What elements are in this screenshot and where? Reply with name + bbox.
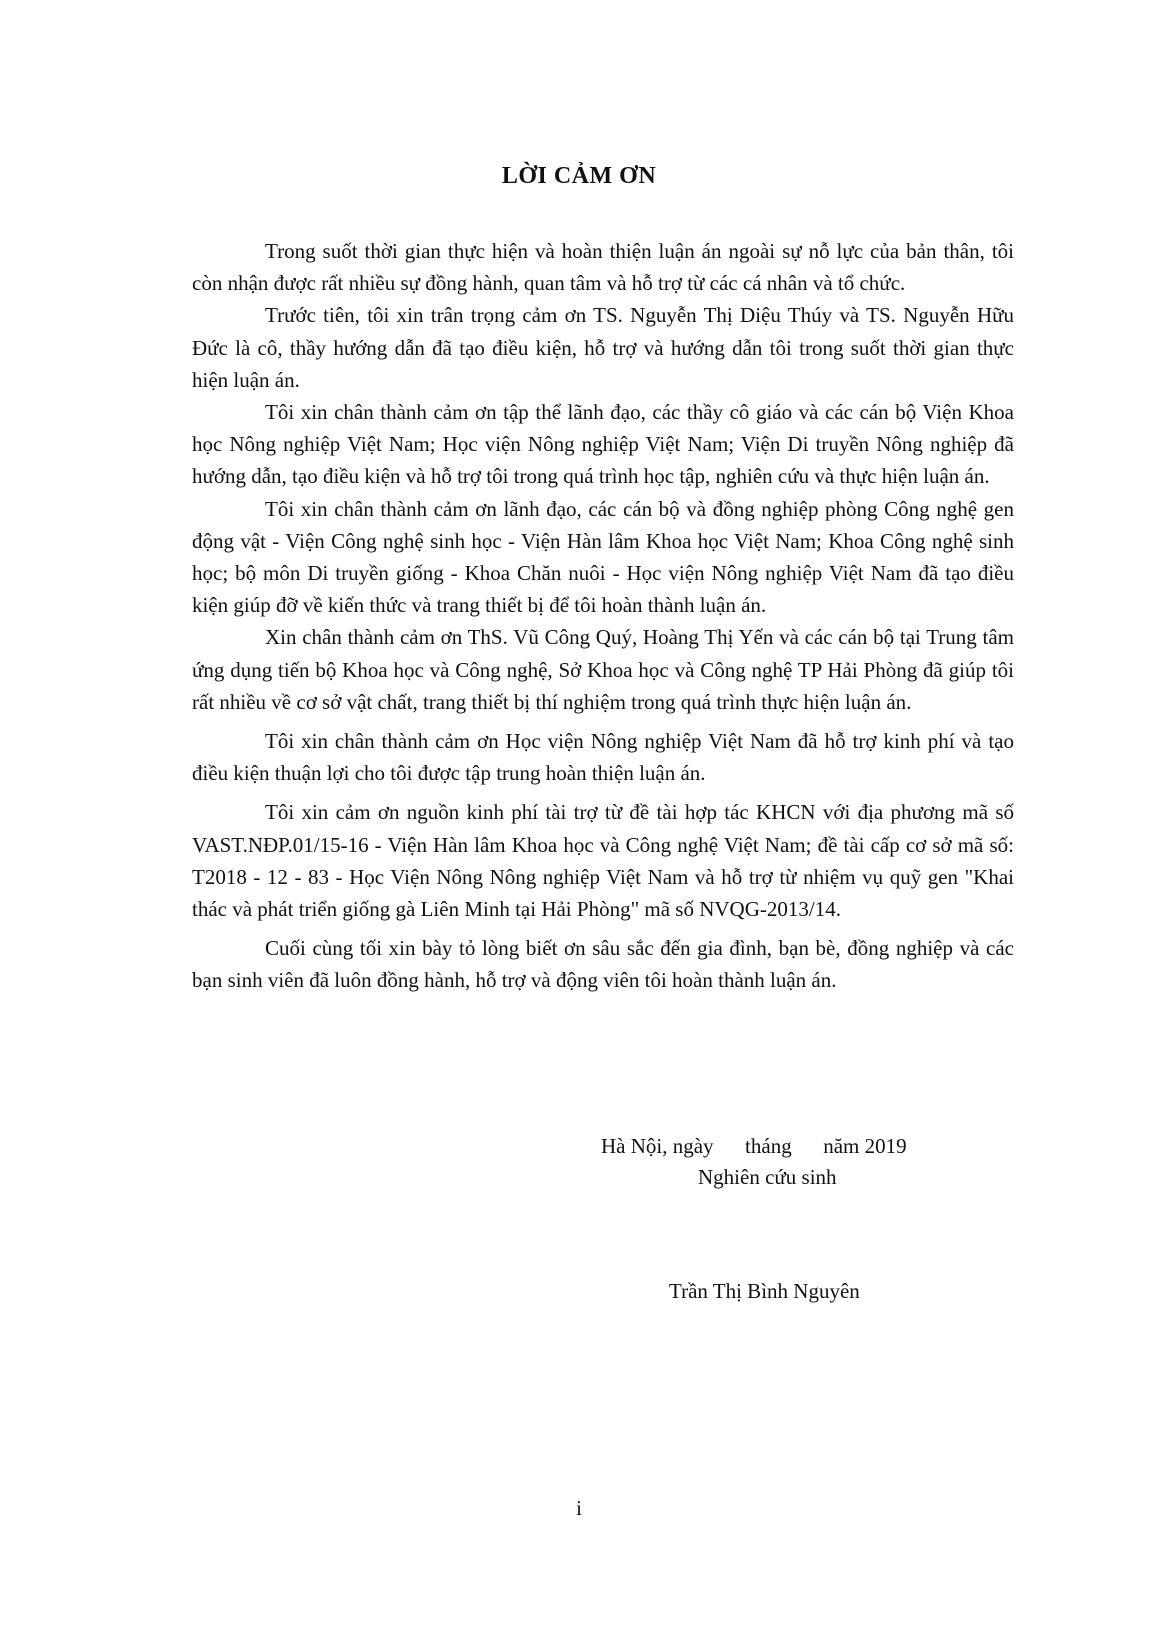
paragraph-2: Trước tiên, tôi xin trân trọng cảm ơn TS. Nguyễn Thị Diệu Thúy và TS. Nguyễn Hữu Đức là cô, thầy hướng dẫn đã tạo điều kiện, hỗ trợ và hướng dẫn tôi trong suốt thời gian thực hiện luận án. (192, 303, 1014, 392)
page-title: LỜI CẢM ƠN (501, 163, 657, 189)
signature-role: Nghiên cứu sinh (698, 1165, 837, 1189)
signature-date: Hà Nội, ngày tháng năm 2019 (601, 1134, 907, 1158)
paragraph-6: Tôi xin chân thành cảm ơn Học viện Nông nghiệp Việt Nam đã hỗ trợ kinh phí và tạo điều kiện thuận lợi cho tôi được tập trung hoàn thiện luận án. (192, 729, 1014, 786)
signature-name: Trần Thị Bình Nguyên (669, 1279, 860, 1303)
paragraph-3: Tôi xin chân thành cảm ơn tập thể lãnh đạo, các thầy cô giáo và các cán bộ Viện Khoa học Nông nghiệp Việt Nam; Học viện Nông nghiệp Việt Nam; Viện Di truyền Nông nghiệp đã hướng dẫn, tạo điều kiện và hỗ trợ tôi trong quá trình học tập, nghiên cứu và thực hiện luận án. (192, 400, 1014, 489)
paragraph-5: Xin chân thành cảm ơn ThS. Vũ Công Quý, Hoàng Thị Yến và các cán bộ tại Trung tâm ứng dụng tiến bộ Khoa học và Công nghệ, Sở Khoa học và Công nghệ TP Hải Phòng đã giúp tôi rất nhiều về cơ sở vật chất, trang thiết bị thí nghiệm trong quá trình thực hiện luận án. (192, 625, 1014, 714)
paragraph-8: Cuối cùng tối xin bày tỏ lòng biết ơn sâu sắc đến gia đình, bạn bè, đồng nghiệp và các bạn sinh viên đã luôn đồng hành, hỗ trợ và động viên tôi hoàn thành luận án. (192, 936, 1014, 993)
paragraph-1: Trong suốt thời gian thực hiện và hoàn thiện luận án ngoài sự nỗ lực của bản thân, tôi còn nhận được rất nhiều sự đồng hành, quan tâm và hỗ trợ từ các cá nhân và tổ chức. (192, 239, 1014, 296)
paragraph-4: Tôi xin chân thành cảm ơn lãnh đạo, các cán bộ và đồng nghiệp phòng Công nghệ gen động vật - Viện Công nghệ sinh học - Viện Hàn lâm Khoa học Việt Nam; Khoa Công nghệ sinh học; bộ môn Di truyền giống - Khoa Chăn nuôi - Học viện Nông nghiệp Việt Nam đã tạo điều kiện giúp đỡ về kiến thức và trang thiết bị để tôi hoàn thành luận án. (192, 496, 1014, 618)
paragraph-7: Tôi xin cảm ơn nguồn kinh phí tài trợ từ đề tài hợp tác KHCN với địa phương mã số VAST.NĐP.01/15-16 - Viện Hàn lâm Khoa học và Công nghệ Việt Nam; đề tài cấp cơ sở mã số: T2018 - 12 - 83 - Học Viện Nông Nông nghiệp Việt Nam và hỗ trợ từ nhiệm vụ quỹ gen "Khai thác và phát triển giống gà Liên Minh tại Hải Phòng" mã số NVQG-2013/14. (192, 800, 1014, 922)
acknowledgement-body (192, 235, 1014, 997)
page-number: i (576, 1496, 582, 1520)
